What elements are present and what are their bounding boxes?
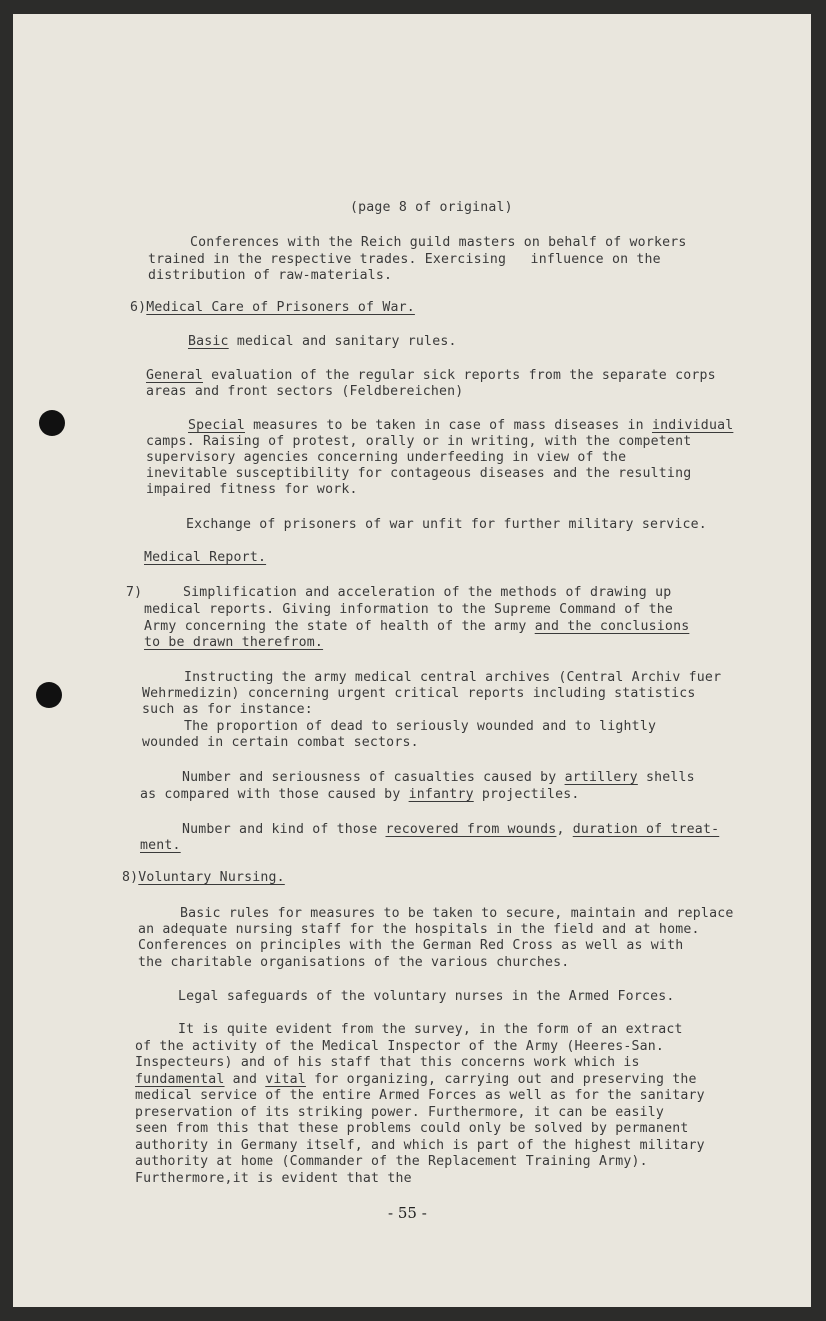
underlined-text: Special [188,418,245,433]
text-run: Army concerning the state of health of the army [144,619,535,634]
text-run: an adequate nursing staff for the hospitals in the field and at home. [138,922,700,937]
text-run: as compared with those caused by [140,787,409,802]
text-run: , [556,822,573,837]
text-line [135,1039,664,1054]
text-line [138,922,700,937]
text-line [138,938,683,953]
text-run: such as for instance: [142,702,313,717]
underlined-text: vital [265,1072,306,1087]
underlined-text: Basic [188,334,229,349]
page-number: - 55 - [388,1204,427,1222]
text-line [135,1154,648,1169]
text-line [146,450,626,465]
text-line [140,838,181,853]
text-run: (page 8 of original) [350,200,513,215]
text-run: impaired fitness for work. [146,482,358,497]
text-run: evaluation of the regular sick reports from the separate corps [202,368,716,383]
text-line [190,235,687,250]
text-run: camps. Raising of protest, orally or in writing, with the competent [146,434,692,449]
binder-hole-bottom [36,682,62,708]
text-line [148,268,392,283]
text-line [130,300,415,315]
text-run: inevitable susceptibility for contageous diseases and the resulting [146,466,692,481]
text-run: seen from this that these problems could only be solved by permanent [135,1121,689,1136]
underlined-text: to be drawn therefrom. [144,635,324,650]
text-run: trained in the respective trades. Exercising influence on the [148,252,661,267]
text-run: of the activity of the Medical Inspector of the Army (Heeres-San. [135,1039,665,1054]
text-line [178,989,675,1004]
underlined-text: Voluntary Nursing. [138,870,285,885]
text-line [142,735,419,750]
text-line [184,670,721,685]
text-run: measures to be taken in case of mass diseases in [244,418,652,433]
text-line [146,384,463,399]
text-line [180,906,734,921]
text-line [142,686,696,701]
text-run: Wehrmedizin) concerning urgent critical reports including statistics [142,686,696,701]
text-line [135,1171,412,1186]
text-run: Instructing the army medical central archives (Central Archiv fuer [184,670,722,685]
text-run: preservation of its striking power. Furthermore, it can be easily [135,1105,665,1120]
text-run: medical service of the entire Armed Forces as well as for the sanitary [135,1088,705,1103]
text-run: 8) [122,870,139,885]
underlined-text: Medical Care of Prisoners of War. [146,300,415,315]
text-line [146,482,358,497]
text-line [135,1088,705,1103]
text-run: shells [637,770,695,785]
text-line [178,1022,683,1037]
text-line [144,550,266,565]
underlined-text: artillery [564,770,638,785]
underlined-text: General [146,368,203,383]
text-run: 7) Simplification and acceleration of the methods of drawing up [126,585,672,600]
text-run: authority at home (Commander of the Replacement Training Army). [135,1154,648,1169]
text-run: 6) [130,300,147,315]
underlined-text: ment. [140,838,181,853]
text-line [135,1072,697,1087]
text-line [186,517,707,532]
text-line [350,200,513,215]
text-line [135,1121,689,1136]
text-run: for organizing, carrying out and preserving the [305,1072,697,1087]
text-run: supervisory agencies concerning underfeeding in view of the [146,450,627,465]
text-line [135,1138,705,1153]
text-line [146,368,716,383]
text-run: the charitable organisations of the various churches. [138,955,570,970]
text-run: The proportion of dead to seriously wounded and to lightly [184,719,657,734]
text-line [188,418,733,433]
text-line [148,252,661,267]
text-run: Legal safeguards of the voluntary nurses in the Armed Forces. [178,989,675,1004]
text-run: authority in Germany itself, and which is part of the highest military [135,1138,705,1153]
underlined-text: fundamental [135,1072,225,1087]
underlined-text: duration of treat- [572,822,720,837]
underlined-text: infantry [408,787,474,802]
text-line [122,870,285,885]
text-run: Basic rules for measures to be taken to secure, maintain and replace [180,906,734,921]
text-line [138,955,569,970]
text-run: Number and seriousness of casualties caused by [182,770,565,785]
text-run: and [224,1072,266,1087]
text-run: projectiles. [473,787,580,802]
text-run: wounded in certain combat sectors. [142,735,419,750]
binder-hole-top [39,410,65,436]
text-line [135,1105,664,1120]
text-run: Furthermore,it is evident that the [135,1171,412,1186]
text-line [144,619,689,634]
text-line [184,719,656,734]
text-run: Conferences with the Reich guild masters on behalf of workers [190,235,687,250]
text-run: Exchange of prisoners of war unfit for further military service. [186,517,707,532]
underlined-text: Medical Report. [144,550,267,565]
text-line [140,787,580,802]
text-run: Conferences on principles with the German Red Cross as well as with [138,938,684,953]
text-run: It is quite evident from the survey, in the form of an extract [178,1022,683,1037]
text-line [144,635,323,650]
text-line [188,334,457,349]
text-line [135,1055,640,1070]
text-line [146,466,691,481]
text-run: distribution of raw-materials. [148,268,393,283]
text-line [146,434,691,449]
underlined-text: individual [651,418,734,433]
underlined-text: recovered from wounds [385,822,557,837]
text-line [182,822,719,837]
text-run: Inspecteurs) and of his staff that this concerns work which is [135,1055,640,1070]
text-line [144,602,673,617]
underlined-text: and the conclusions [534,619,690,634]
text-run: Number and kind of those [182,822,386,837]
text-line [182,770,695,785]
text-run: medical reports. Giving information to the Supreme Command of the [144,602,674,617]
text-line [126,585,671,600]
text-run: medical and sanitary rules. [228,334,457,349]
text-line [142,702,313,717]
text-run: areas and front sectors (Feldbereichen) [146,384,464,399]
